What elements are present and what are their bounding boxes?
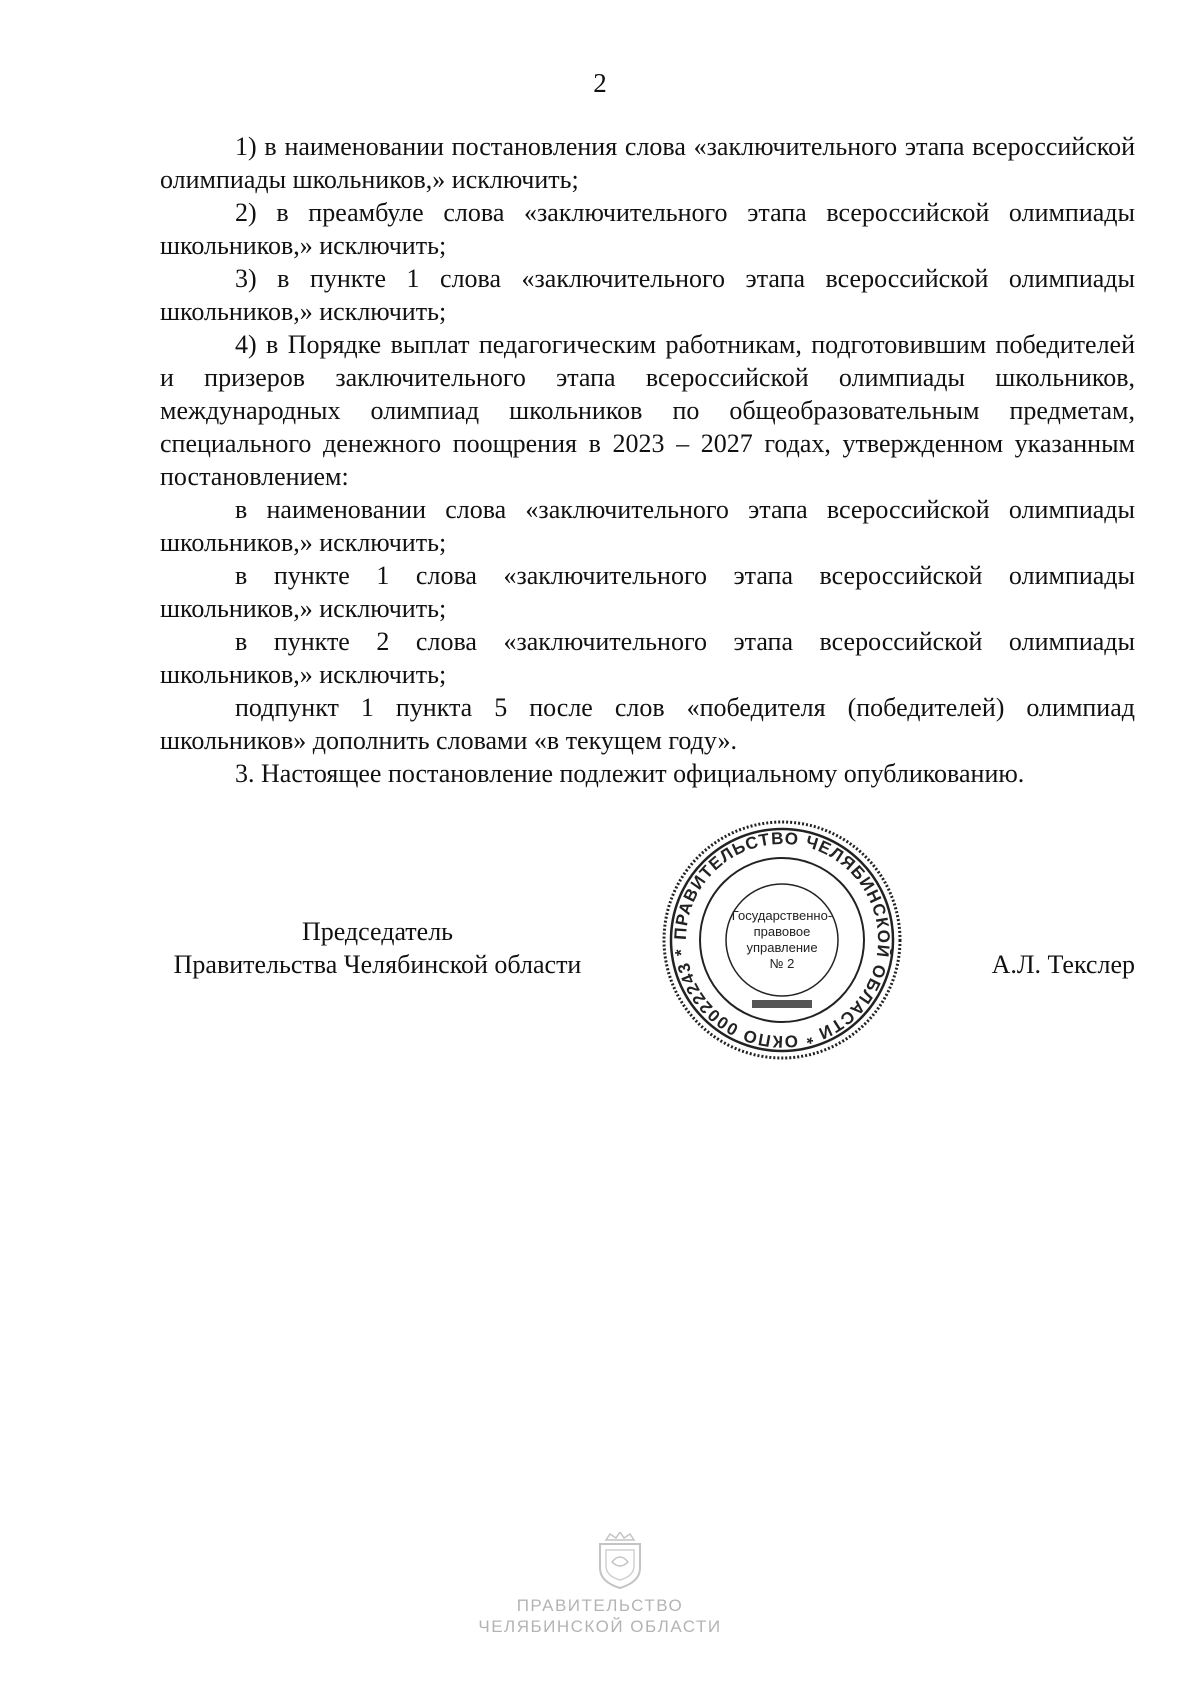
paragraph-6: в пункте 1 слова «заключительного этапа всероссийской олимпиады школьников,» исключить;	[160, 561, 1135, 623]
official-stamp	[660, 818, 904, 1062]
document-body	[160, 130, 1135, 790]
paragraph-1: 1) в наименовании постановления слова «заключительного этапа всероссийской олимпиады школьников,» исключить;	[160, 132, 1135, 194]
signer-position-line-1: Председатель	[301, 917, 454, 946]
stamp-center-line-3: управление	[746, 940, 818, 955]
signer-position	[150, 915, 605, 981]
footer-line-2: ЧЕЛЯБИНСКОЙ ОБЛАСТИ	[478, 1617, 722, 1636]
signer-position-line-2: Правительства Челябинской области	[173, 950, 582, 979]
stamp-center-line-4: № 2	[769, 956, 795, 971]
paragraph-9: 3. Настоящее постановление подлежит официальному опубликованию.	[235, 759, 1025, 788]
paragraph-8: подпункт 1 пункта 5 после слов «победителя (победителей) олимпиад школьников» дополнить словами «в текущем году».	[160, 693, 1135, 755]
stamp-center-line-2: правовое	[753, 924, 811, 939]
paragraph-2: 2) в преамбуле слова «заключительного этапа всероссийской олимпиады школьников,» исключить;	[160, 198, 1135, 260]
signature-block	[150, 915, 1135, 979]
page-number: 2	[593, 68, 607, 98]
stamp-center-text	[730, 908, 834, 972]
paragraph-3: 3) в пункте 1 слова «заключительного этапа всероссийской олимпиады школьников,» исключить;	[160, 264, 1135, 326]
signer-name: А.Л. Текслер	[991, 950, 1135, 979]
stamp-outer-text: ПРАВИТЕЛЬСТВО ЧЕЛЯБИНСКОЙ ОБЛАСТИ * ОКПО 00022243 *	[670, 828, 894, 1052]
stamp-center-line-1: Государственно-	[731, 908, 833, 923]
footer-line-1: ПРАВИТЕЛЬСТВО	[516, 1596, 684, 1615]
paragraph-5: в наименовании слова «заключительного этапа всероссийской олимпиады школьников,» исключить;	[160, 495, 1135, 557]
coat-of-arms-icon	[596, 1532, 644, 1590]
paragraph-4: 4) в Порядке выплат педагогическим работникам, подготовившим победителей и призеров заключительного этапа всероссийской олимпиады школьников, международных олимпиад школьников по общеобразовательным предметам, специального денежного поощрения в 2023 – 2027 годах, утвержденном указанным постановлением:	[160, 330, 1135, 491]
paragraph-7: в пункте 2 слова «заключительного этапа всероссийской олимпиады школьников,» исключить;	[160, 627, 1135, 689]
footer-organization	[450, 1595, 750, 1637]
